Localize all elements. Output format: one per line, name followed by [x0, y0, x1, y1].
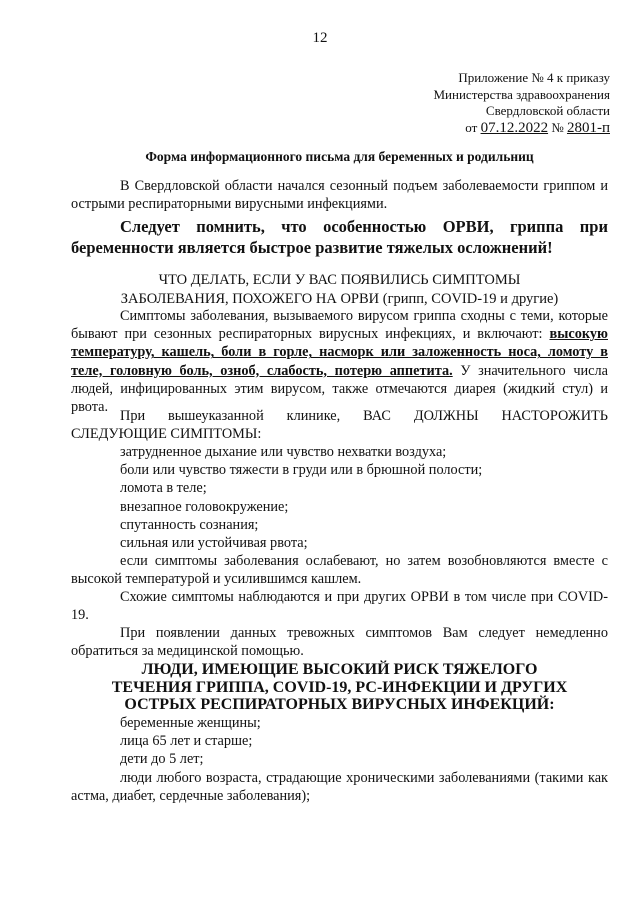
section1-heading — [71, 271, 608, 308]
annex-date-line — [380, 120, 610, 137]
list-item: люди любого возраста, страдающие хроническими заболеваниями (такими как астма, диабет, сердечные заболевания); — [71, 769, 608, 804]
intro-block — [71, 177, 608, 213]
recurrence-text: если симптомы заболевания ослабевают, но затем возобновляются вместе с высокой температурой и усилившимся кашлем. — [71, 553, 608, 588]
list-item: дети до 5 лет; — [120, 751, 204, 768]
alert-paragraph — [71, 407, 608, 443]
list-item: сильная или устойчивая рвота; — [120, 535, 308, 552]
intro-paragraph: В Свердловской области начался сезонный подъем заболеваемости гриппом и острыми респираторными вирусными инфекциями. — [71, 178, 608, 213]
list-item: затрудненное дыхание или чувство нехватки воздуха; — [120, 444, 447, 460]
warning-block — [71, 216, 608, 258]
section2-heading: ЛЮДИ, ИМЕЮЩИЕ ВЫСОКИЙ РИСК ТЯЖЕЛОГО ТЕЧЕНИЯ ГРИППА, COVID-19, РС-ИНФЕКЦИИ И ДРУГИХ ОСТРЫХ РЕСПИРАТОРНЫХ ВИРУСНЫХ ИНФЕКЦИЙ: — [111, 661, 568, 713]
list-item: беременные женщины; — [120, 715, 261, 731]
section1-heading-line2: ЗАБОЛЕВАНИЯ, ПОХОЖЕГО НА ОРВИ (грипп, COVID-19 и другие) — [120, 290, 559, 307]
annex-block — [380, 70, 610, 136]
list-item: лица 65 лет и старше; — [120, 733, 253, 750]
symptoms-intro: Симптомы заболевания, вызываемого вирусом гриппа сходны с теми, которые бывают при сезонных респираторных вирусных инфекциях, и включают: — [71, 308, 608, 343]
order-number: 2801-п — [566, 119, 610, 136]
list-item: боли или чувство тяжести в груди или в брюшной полости; — [120, 462, 483, 479]
risk-groups-list — [71, 714, 608, 805]
list-item: спутанность сознания; — [120, 516, 259, 533]
annex-line-2: Министерства здравоохранения — [433, 86, 610, 102]
list-item: внезапное головокружение; — [120, 498, 289, 515]
annex-line-1: Приложение № 4 к приказу — [458, 70, 610, 85]
similar-paragraph — [71, 588, 608, 624]
symptoms-paragraph — [71, 307, 608, 416]
from-label: от — [465, 119, 478, 135]
recurrence-paragraph — [71, 552, 608, 588]
list-item: ломота в теле; — [120, 480, 207, 497]
symptoms-extra: У значительного числа людей, инфицированных этим вирусом, также отмечаются диарея (жидкий стул) и рвота. — [71, 362, 608, 416]
warning-text: Следует помнить, что особенностью ОРВИ, гриппа при беременности является быстрое развитие тяжелых осложнений! — [71, 217, 608, 257]
section1-heading-line1: ЧТО ДЕЛАТЬ, ЕСЛИ У ВАС ПОЯВИЛИСЬ СИМПТОМЫ — [158, 272, 521, 288]
order-date: 07.12.2022 — [480, 119, 549, 136]
seek-help-paragraph — [71, 624, 608, 660]
seek-help-text: При появлении данных тревожных симптомов Вам следует немедленно обратиться за медицинской помощью. — [71, 625, 608, 660]
annex-line-3: Свердловской области — [485, 103, 610, 118]
similar-text: Схожие симптомы наблюдаются и при других ОРВИ в том числе при COVID-19. — [71, 589, 608, 624]
number-label: № — [551, 119, 564, 135]
alert-text: При вышеуказанной клинике, ВАС ДОЛЖНЫ НАСТОРОЖИТЬ СЛЕДУЮЩИЕ СИМПТОМЫ: — [71, 408, 608, 443]
alarm-symptoms-list — [71, 443, 608, 552]
symptoms-list-text: высокую температуру, кашель, боли в горле, насморк или заложенность носа, ломоту в теле, головную боль, озноб, слабость, потерю аппетита. — [71, 326, 608, 379]
page-number: 12 — [312, 30, 328, 46]
form-title: Форма информационного письма для беременных и родильниц — [145, 149, 534, 164]
